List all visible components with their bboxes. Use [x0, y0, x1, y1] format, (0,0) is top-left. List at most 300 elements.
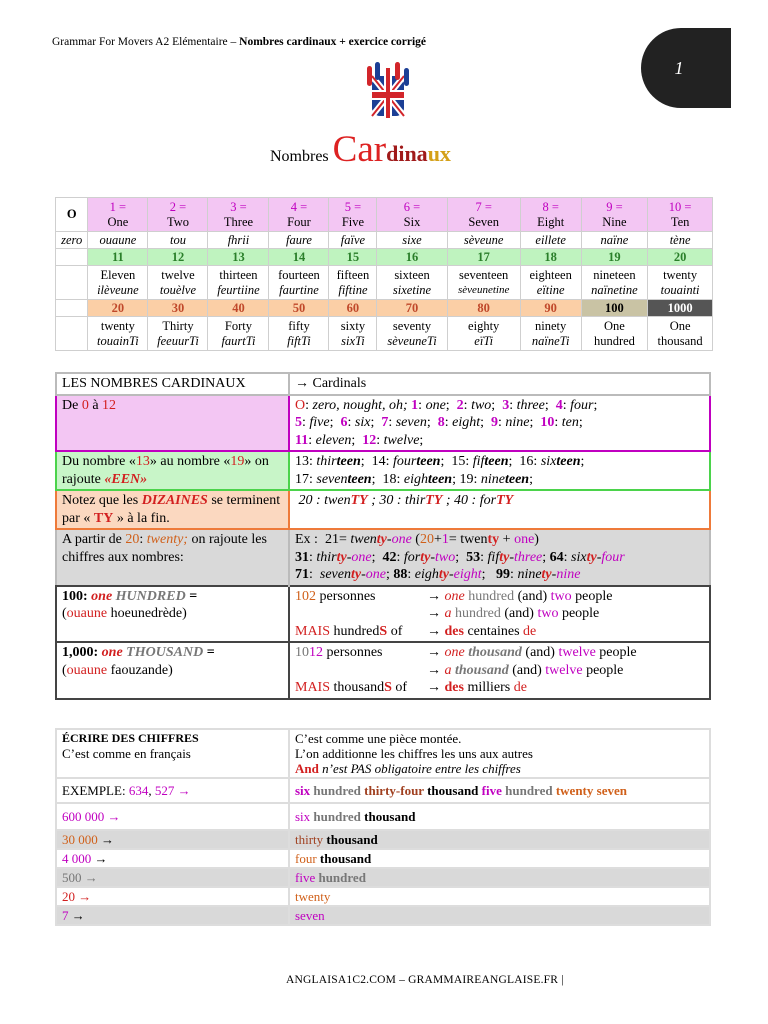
title-dina: dina [386, 141, 428, 166]
number-word: One [107, 214, 129, 229]
page-title [270, 128, 451, 172]
t: hundred [330, 623, 380, 639]
number-digit: 20 [88, 300, 148, 317]
number-word-cell [447, 317, 520, 351]
title-word-1: Nombres [270, 148, 329, 165]
number-word: Nine [602, 214, 627, 229]
t: (and) [500, 606, 538, 621]
number-digit: 19 [581, 249, 648, 266]
t: 12 [102, 397, 117, 413]
pronunciation-cell: naïne [581, 232, 648, 249]
t: → [427, 680, 445, 695]
number-cell [648, 198, 713, 232]
arrow: → [97, 832, 114, 847]
t: De [62, 397, 82, 413]
t: L’on additionne les chiffres les uns aux autres [295, 746, 533, 761]
number-digit: 50 [269, 300, 329, 317]
word: six [295, 809, 311, 824]
number-word: Eleven [100, 268, 136, 282]
t: des [444, 680, 464, 695]
pronunciation-cell: sixe [377, 232, 447, 249]
rule-teen-left [56, 451, 289, 490]
number-word-cell [377, 266, 447, 300]
t: thousand [464, 645, 522, 660]
t: hundred [464, 588, 515, 604]
word: thirty [295, 832, 324, 847]
t: des [444, 623, 464, 639]
number-value: 4 000 [62, 851, 92, 866]
number-word: twenty [663, 268, 698, 282]
number-word-cell [88, 266, 148, 300]
word: thousand [364, 809, 416, 824]
t: twenty; [146, 532, 188, 547]
write-row-words [289, 906, 710, 925]
t: n’est PAS obligatoire entre les chiffres [318, 761, 521, 776]
empty-cell [56, 300, 88, 317]
write-row-number [56, 868, 289, 887]
pronunciation: sixetine [392, 282, 432, 297]
t: faouzande) [107, 662, 173, 678]
t: «EEN» [104, 471, 148, 487]
t: 527 [154, 783, 175, 798]
word: four [295, 851, 317, 866]
page-number-badge [641, 28, 731, 108]
t: → [427, 662, 445, 678]
arrow: → [81, 870, 98, 885]
numbers-row-ten-words [56, 317, 713, 351]
t: = [185, 588, 198, 604]
pronunciation: naïnetine [591, 282, 638, 297]
number-digit: 8 = [542, 200, 559, 214]
number-cell [520, 198, 581, 232]
t: (and) [508, 662, 546, 678]
number-word: fourteen [278, 268, 320, 282]
word: five [295, 870, 316, 885]
word: thousand [323, 832, 378, 847]
number-word: One [604, 319, 625, 333]
t: twelve [545, 662, 583, 678]
rule-thousand-left [56, 642, 289, 699]
number-word-cell [148, 317, 208, 351]
t: Notez que les [62, 493, 142, 508]
number-word: fifty [288, 319, 310, 333]
number-word: Seven [468, 214, 499, 229]
number-digit: 90 [520, 300, 581, 317]
number-cell [329, 198, 377, 232]
pronunciation-cell: tou [148, 232, 208, 249]
t: centaines [463, 623, 524, 639]
number-word-cell [447, 266, 520, 300]
t: personnes [323, 645, 383, 660]
write-row [56, 906, 710, 925]
header-text: Grammar For Movers A2 Elémentaire – [52, 36, 240, 48]
number-word: Four [287, 214, 311, 229]
number-word: sixty [340, 319, 366, 333]
number-word: eighty [468, 319, 500, 333]
t: Du nombre « [62, 454, 136, 469]
pronunciation-cell: eillete [520, 232, 581, 249]
number-word: eighteen [529, 268, 572, 282]
number-cell [377, 198, 447, 232]
t: ouaune [66, 606, 108, 621]
t: HUNDRED [112, 588, 186, 604]
empty-cell [56, 317, 88, 351]
write-row-words [289, 830, 710, 849]
number-cell [56, 198, 88, 232]
number-digit: O [66, 207, 77, 222]
t: TY [93, 510, 114, 526]
t: C’est comme en français [62, 746, 191, 761]
t: ÉCRIRE DES CHIFFRES [62, 731, 199, 745]
t: hundred [451, 606, 501, 621]
t: 10 [295, 645, 309, 660]
number-word-cell [269, 266, 329, 300]
t: thousand [330, 680, 385, 695]
t: people [571, 588, 613, 604]
header-title: Nombres cardinaux + exercice corrigé [239, 36, 427, 48]
number-value: 600 000 [62, 809, 105, 824]
t: » on rajoute [62, 454, 269, 487]
word: hundred [315, 870, 366, 885]
word: twenty [295, 889, 331, 904]
t: a [444, 606, 452, 621]
t: six [295, 783, 311, 798]
t: one [101, 645, 123, 660]
number-word: seventeen [459, 268, 509, 282]
t: = [203, 645, 215, 660]
number-word-cell [377, 317, 447, 351]
t: 13 [135, 454, 150, 469]
number-digit: 1 = [109, 200, 127, 214]
t: 102 [295, 588, 316, 604]
write-row-number [56, 830, 289, 849]
number-word-cell [329, 266, 377, 300]
number-word: Forty [224, 319, 253, 333]
empty-cell [56, 266, 88, 300]
number-word: hundred [593, 333, 635, 348]
pronunciation-cell: fhrii [208, 232, 269, 249]
t: A partir de [62, 532, 126, 547]
t: MAIS [295, 680, 331, 695]
number-word: Two [166, 214, 189, 229]
numbers-row-pron [56, 232, 713, 249]
t: → [427, 588, 445, 604]
number-digit: 60 [329, 300, 377, 317]
pronunciation: faurtTi [221, 333, 256, 348]
t: DIZAINES [141, 493, 208, 508]
pronunciation: fiftTi [287, 333, 311, 348]
t: → [427, 623, 445, 639]
number-word: Thirty [162, 319, 194, 333]
number-digit: 14 [269, 249, 329, 266]
t: » à la fin. [113, 510, 170, 526]
t: 634 [128, 783, 149, 798]
number-value: 500 [62, 870, 82, 885]
pronunciation: touainti [660, 282, 700, 297]
number-word: Five [341, 214, 365, 229]
t: And [295, 761, 319, 776]
number-digit: 5 = [344, 200, 362, 214]
rule-hundred-right [289, 586, 710, 643]
t: → [427, 645, 445, 660]
t: of [391, 680, 408, 695]
number-word-cell [148, 266, 208, 300]
rule-compose-right: Ex : 21= twenty-one (20+1= twenty + one) 31: thirty-one; 42: forty-two; 53: fifty-three; 64: sixty-four 71: seventy-one; 88: eighty-eight; 99: ninety-nine [295, 532, 625, 582]
t: personnes [316, 588, 376, 604]
number-cell [208, 198, 269, 232]
t: de [513, 680, 527, 695]
t: » au nombre « [149, 454, 231, 469]
rule-thousand-right [289, 642, 710, 699]
t: ouaune [66, 662, 108, 678]
rule-teen-right: 13: thirteen; 14: fourteen; 15: fifteen; 16: sixteen; 17: seventeen; 18: eighteen; 19: nineteen; [289, 451, 710, 490]
number-word: ninety [535, 319, 567, 333]
write-row-number [56, 887, 289, 906]
example-left [56, 778, 289, 803]
write-row-words [289, 868, 710, 887]
t: 12 [309, 645, 323, 660]
union-jack-hand-logo [364, 62, 412, 124]
number-word: Six [403, 214, 421, 229]
pronunciation: naïneTi [531, 333, 570, 348]
t: → [174, 783, 191, 798]
number-cell [581, 198, 648, 232]
number-word: One [669, 319, 691, 333]
number-word: twenty [100, 319, 135, 333]
number-word-cell [208, 266, 269, 300]
t: : [139, 532, 147, 547]
number-digit: 12 [148, 249, 208, 266]
t: (and) [514, 588, 551, 604]
number-cell [148, 198, 208, 232]
number-digit: 6 = [403, 200, 421, 214]
pronunciation: feeuurTi [157, 333, 199, 348]
t: THOUSAND [122, 645, 204, 660]
number-digit: 70 [377, 300, 447, 317]
arrow: → [68, 908, 85, 923]
number-word-cell [520, 317, 581, 351]
rule-ty-left [56, 490, 289, 529]
t: , [148, 783, 155, 798]
t: thirty-four [364, 783, 424, 798]
numbers-row-units [56, 198, 713, 232]
t: à [88, 397, 103, 413]
t: on rajoute les chiffres aux nombres: [62, 532, 267, 565]
t: 100: [62, 588, 92, 604]
t: S [379, 623, 388, 639]
example-right [289, 778, 710, 803]
number-word: Eight [537, 214, 565, 229]
t: thousand [451, 662, 509, 678]
pronunciation: feurtiine [217, 282, 260, 297]
page-footer: ANGLAISA1C2.COM – GRAMMAIREANGLAISE.FR | [286, 974, 564, 986]
number-word: nineteen [593, 268, 636, 282]
number-digit: 30 [148, 300, 208, 317]
number-word-cell [88, 317, 148, 351]
t: MAIS [295, 623, 331, 639]
pronunciation: sixTi [341, 333, 365, 348]
pronunciation: ilèveune [97, 282, 139, 297]
number-word: Three [223, 214, 254, 229]
write-head-right [289, 729, 710, 778]
title-car: Car [332, 129, 387, 170]
t: S [384, 680, 392, 695]
t: people [558, 606, 600, 621]
numbers-row-tens [56, 300, 713, 317]
t: one [444, 645, 465, 660]
write-row [56, 830, 710, 849]
number-word-cell [329, 317, 377, 351]
number-digit: 80 [447, 300, 520, 317]
number-digit: 9 = [606, 200, 623, 214]
word: seven [295, 908, 325, 923]
word: thousand [316, 851, 372, 866]
numbers-row-teen-words [56, 266, 713, 300]
rules-table [55, 372, 711, 700]
number-value: 7 [62, 908, 69, 923]
pronunciation-cell: zero [56, 232, 88, 249]
t: two [537, 606, 559, 621]
write-row-words [289, 849, 710, 868]
word: hundred [310, 809, 365, 824]
number-word-cell [269, 317, 329, 351]
rule-0-12-left [56, 395, 289, 452]
t: ( [62, 662, 67, 678]
page-number: 1 [674, 57, 684, 78]
rules-head-right: → Cardinals [289, 373, 710, 395]
number-digit: 1000 [648, 300, 713, 317]
pronunciation-cell: sèveune [447, 232, 520, 249]
t: hoeunedrède) [107, 606, 187, 621]
number-cell [88, 198, 148, 232]
rule-0-12-right: O: zero, nought, oh; 1: one; 2: two; 3: three; 4: four; 5: five; 6: six; 7: seven; 8: eight; 9: nine; 10: ten; 11: eleven; 12: twelve; [289, 395, 710, 452]
arrow: → [75, 889, 92, 904]
number-digit: 18 [520, 249, 581, 266]
page-header [52, 36, 426, 48]
t: 0 [81, 397, 89, 413]
t: hundred [501, 783, 556, 798]
pronunciation-cell: ouaune [88, 232, 148, 249]
number-digit: 17 [447, 249, 520, 266]
number-value: 20 [62, 889, 75, 904]
number-word: Ten [670, 214, 690, 229]
number-digit: 20 [648, 249, 713, 266]
number-digit: 100 [581, 300, 648, 317]
t: people [582, 662, 624, 678]
arrow: → [104, 809, 121, 824]
t: 20 [125, 532, 140, 547]
number-word: thousand [657, 333, 703, 348]
t: of [387, 623, 403, 639]
title-ux: ux [427, 141, 451, 166]
write-row-words [289, 887, 710, 906]
write-row-number [56, 849, 289, 868]
number-digit: 3 = [230, 200, 247, 214]
numbers-row-teens [56, 249, 713, 266]
number-word-cell [648, 266, 713, 300]
number-digit: 16 [377, 249, 447, 266]
empty-cell [56, 249, 88, 266]
pronunciation-cell: tène [648, 232, 713, 249]
t: milliers [463, 680, 514, 695]
t: a [444, 662, 452, 678]
t: se terminent par « [62, 493, 281, 526]
number-digit: 2 = [169, 200, 187, 214]
pronunciation: eïTi [474, 333, 494, 348]
number-value: 30 000 [62, 832, 98, 847]
number-cell [447, 198, 520, 232]
number-digit: 11 [88, 249, 148, 266]
rule-hundred-left [56, 586, 289, 643]
rule-compose-left [56, 529, 289, 586]
t: twelve [558, 645, 596, 660]
number-word: fifteen [336, 268, 370, 282]
number-word-cell [208, 317, 269, 351]
t: hundred [310, 783, 365, 798]
write-row [56, 887, 710, 906]
t: EXEMPLE: [62, 783, 129, 798]
t: C’est comme une pièce montée. [295, 731, 462, 746]
write-row [56, 803, 710, 830]
write-row-words [289, 803, 710, 830]
number-digit: 7 = [475, 200, 492, 214]
writing-numbers-table [55, 728, 711, 926]
number-digit: 15 [329, 249, 377, 266]
pronunciation-cell: faure [269, 232, 329, 249]
t: 19 [230, 454, 245, 469]
number-word: thirteen [219, 268, 258, 282]
t: de [523, 623, 537, 639]
number-word-cell [648, 317, 713, 351]
t: (and) [521, 645, 559, 660]
pronunciation: touainTi [97, 333, 139, 348]
t: thousand [423, 783, 482, 798]
t: five [481, 783, 502, 798]
pronunciation: fiftine [338, 282, 368, 297]
pronunciation: touèlve [159, 282, 196, 297]
pronunciation: faurtine [279, 282, 319, 297]
pronunciation-cell: faïve [329, 232, 377, 249]
write-row-number [56, 906, 289, 925]
t: ( [62, 606, 67, 621]
number-word-cell [581, 266, 648, 300]
t: people [595, 645, 637, 660]
number-digit: 13 [208, 249, 269, 266]
number-digit: 4 = [290, 200, 308, 214]
number-digit: 40 [208, 300, 269, 317]
number-word: twelve [161, 268, 195, 282]
t: one [91, 588, 113, 604]
write-row [56, 849, 710, 868]
pronunciation: eïtine [536, 282, 565, 297]
write-head-left [56, 729, 289, 778]
rules-head-left: LES NOMBRES CARDINAUX [56, 373, 289, 395]
number-word-cell [520, 266, 581, 300]
pronunciation: sèveuneTi [387, 333, 437, 348]
arrow: → [91, 851, 108, 866]
number-word: sixteen [394, 268, 430, 282]
t: → [427, 606, 445, 621]
t: 1,000: [62, 645, 102, 660]
numbers-table [55, 197, 713, 351]
number-word-cell [581, 317, 648, 351]
write-row [56, 868, 710, 887]
t: two [550, 588, 572, 604]
pronunciation: sèveunetine [458, 283, 510, 296]
number-digit: 10 = [668, 200, 692, 214]
t: one [444, 588, 465, 604]
number-word: seventy [392, 319, 432, 333]
